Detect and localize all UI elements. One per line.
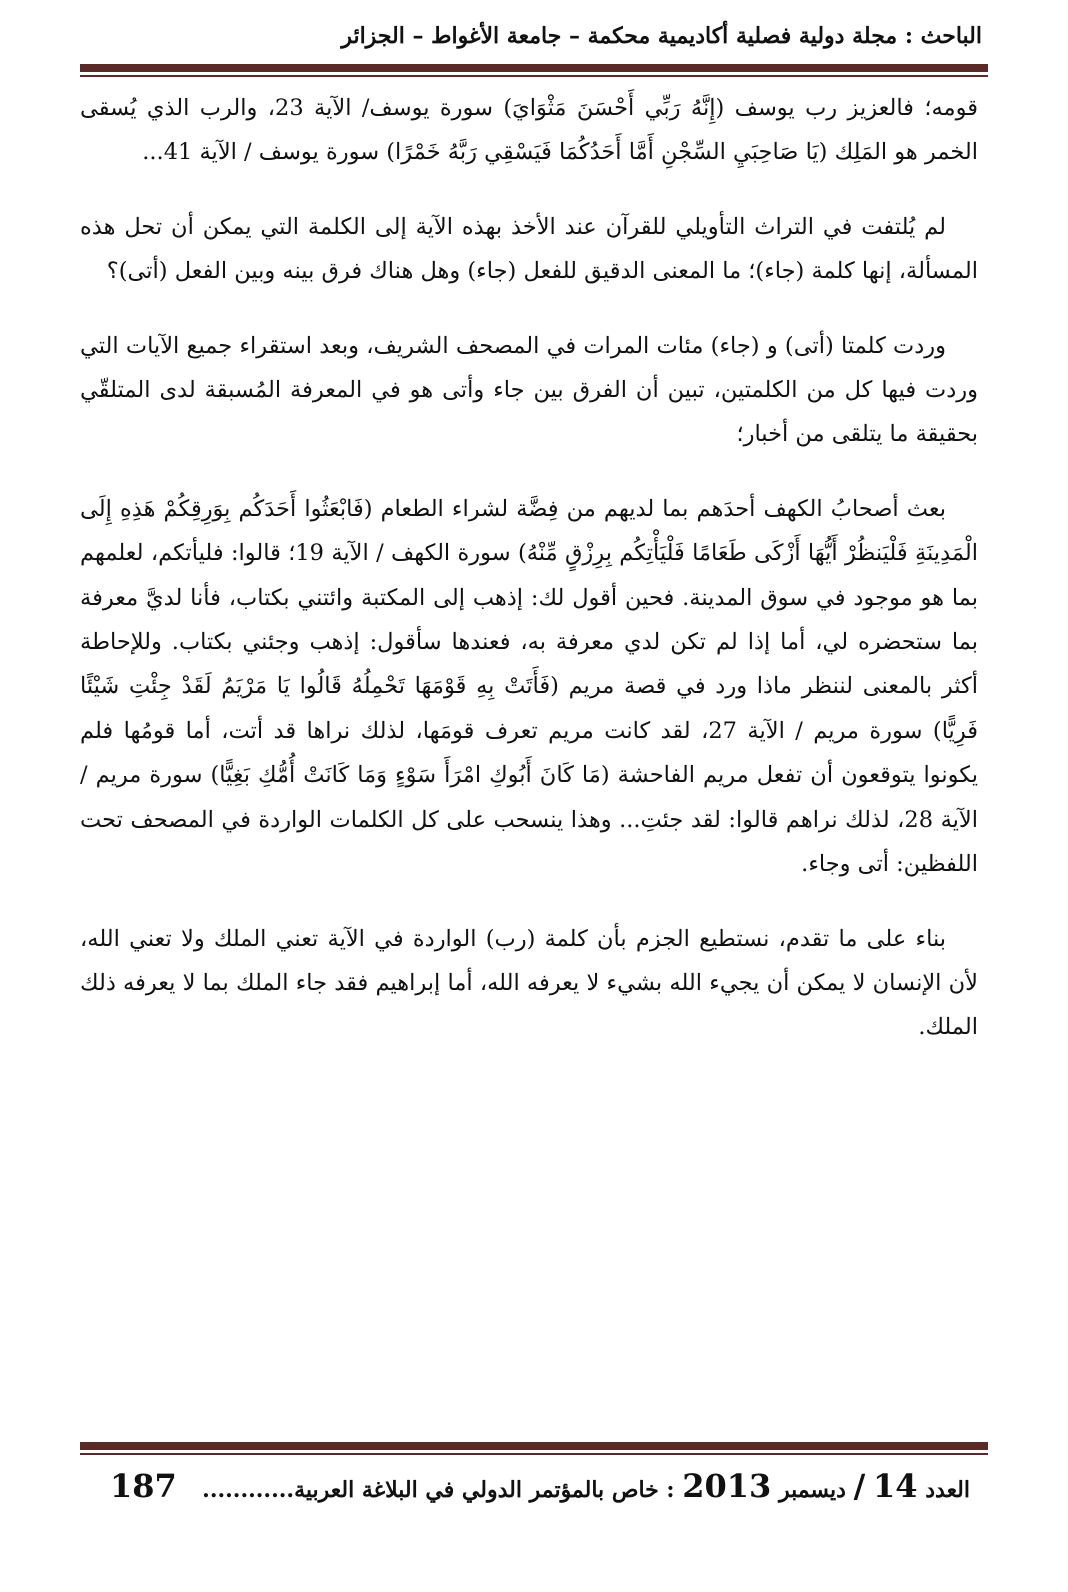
issue-year: 2013 [682, 1467, 772, 1505]
running-header: الباحث : مجلة دولية فصلية أكاديمية محكمة – جامعة الأغواط – الجزائر [341, 23, 982, 49]
footer-rule [80, 1442, 988, 1455]
header-rule [80, 64, 988, 77]
special-issue-text: : خاص بالمؤتمر الدولي في البلاغة العربية............ [202, 1477, 675, 1503]
paragraph-1: قومه؛ فالعزيز رب يوسف (إِنَّهُ رَبِّي أَحْسَنَ مَثْوَايَ) سورة يوسف/ الآية 23، والرب الذي يُسقى الخمر هو المَلِك (يَا صَاحِبَيِ السِّجْنِ أَمَّا أَحَدُكُمَا فَيَسْقِي رَبَّهُ خَمْرًا) سورة يوسف / الآية 41... [80, 95, 978, 166]
issue-month: ديسمبر [778, 1477, 846, 1503]
paragraph-2: لم يُلتفت في التراث التأويلي للقرآن عند الأخذ بهذه الآية إلى الكلمة التي يمكن أن تحل هذه المسألة، إنها كلمة (جاء)؛ ما المعنى الدقيق للفعل (جاء) وهل هناك فرق بينه وبين الفعل (أتى)؟ [80, 213, 978, 285]
paragraph-4: بعث أصحابُ الكهف أحدَهم بما لديهم من فِضَّة لشراء الطعام (فَابْعَثُوا أَحَدَكُم بِوَرِقِكُمْ هَذِهِ إِلَى الْمَدِينَةِ فَلْيَنظُرْ أَيُّهَا أَزْكَى طَعَامًا فَلْيَأْتِكُم بِرِزْقٍ مِّنْهُ) سورة الكهف / الآية 19؛ قالوا: فليأتكم، لعلمهم بما هو موجود في سوق المدينة. فحين أقول لك: إذهب إلى المكتبة وائتني بكتاب، فأنا لديَّ معرفة بما ستحضره لي، أما إذا لم تكن لدي معرفة به، فعندها سأقول: إذهب وجئني بكتاب. وللإحاطة أكثر بالمعنى لننظر ماذا ورد في قصة مريم (فَأَتَتْ بِهِ قَوْمَهَا تَحْمِلُهُ قَالُوا يَا مَرْيَمُ لَقَدْ جِئْتِ شَيْئًا فَرِيًّا) سورة مريم / الآية 27، لقد كانت مريم تعرف قومَها، لذلك نراها قد أتت، أما قومُها فلم يكونوا يتوقعون أن تفعل مريم الفاحشة (مَا كَانَ أَبُوكِ امْرَأَ سَوْءٍ وَمَا كَانَتْ أُمُّكِ بَغِيًّا) سورة مريم / الآية 28، لذلك نراهم قالوا: لقد جئتِ... وهذا ينسحب على كل الكلمات الواردة في المصحف تحت اللفظين: أتى وجاء. [80, 495, 978, 878]
page-footer [110, 1462, 970, 1510]
paragraph-5: بناء على ما تقدم، نستطيع الجزم بأن كلمة (رب) الواردة في الآية تعني الملك ولا تعني الله، لأن الإنسان لا يمكن أن يجيء الله بشيء لا يعرفه الله، أما إبراهيم فقد جاء الملك بما لا يعرفه ذلك الملك. [80, 925, 978, 1041]
issue-number: 14 [873, 1467, 918, 1505]
page-number: 187 [110, 1467, 177, 1505]
issue-separator: / [853, 1467, 866, 1505]
body-text [80, 86, 978, 1050]
paragraph-3: وردت كلمتا (أتى) و (جاء) مئات المرات في المصحف الشريف، وبعد استقراء جميع الآيات التي وردت فيها كل من الكلمتين، تبين أن الفرق بين جاء وأتى هو في المعرفة المُسبقة لدى المتلقّي بحقيقة ما يتلقى من أخبار؛ [80, 332, 978, 448]
issue-label: العدد [925, 1477, 970, 1503]
